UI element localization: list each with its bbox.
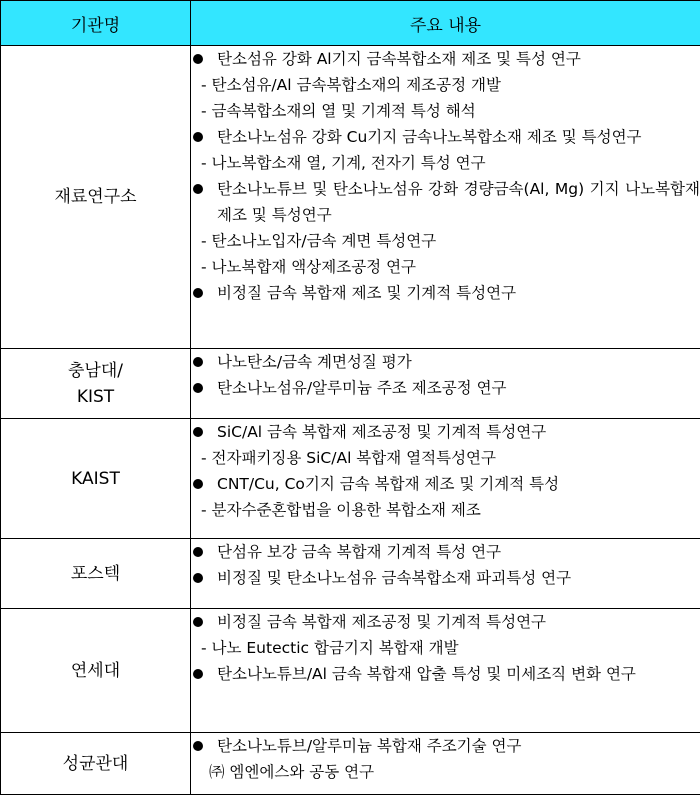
- research-content-cell: [191, 46, 700, 349]
- bullet-icon: [193, 617, 203, 627]
- table-row: [1, 609, 700, 733]
- sub-item: - 나노복합소재 열, 기계, 전자기 특성 연구: [201, 154, 486, 172]
- table-body: [1, 46, 700, 795]
- header-institution-name: 기관명: [1, 1, 191, 46]
- bullet-icon: [193, 669, 203, 679]
- bullet-item: [191, 471, 700, 497]
- bullet-text: 탄소나노튜브/알루미늄 복합재 주조기술 연구: [217, 737, 522, 755]
- bullet-text: 나노탄소/금속 계면성질 평가: [217, 353, 412, 371]
- bullet-icon: [193, 479, 203, 489]
- bullet-icon: [193, 357, 203, 367]
- institution-name-cell: 포스텍: [1, 539, 191, 609]
- bullet-icon: [193, 288, 203, 298]
- sub-item: - 전자패키징용 SiC/Al 복합재 열적특성연구: [201, 449, 496, 467]
- table-row: [1, 46, 700, 349]
- sub-item: - 탄소나노입자/금속 계면 특성연구: [201, 232, 437, 250]
- bullet-item: [191, 609, 700, 635]
- table-row: [1, 539, 700, 609]
- sub-item: - 나노복합재 액상제조공정 연구: [201, 258, 417, 276]
- bullet-text: 탄소나노섬유 강화 Cu기지 금속나노복합소재 제조 및 특성연구: [217, 128, 642, 146]
- sub-item: - 탄소섬유/Al 금속복합소재의 제조공정 개발: [201, 76, 501, 94]
- table-row: [1, 733, 700, 795]
- bullet-icon: [193, 427, 203, 437]
- sub-item: - 금속복합소재의 열 및 기계적 특성 해석: [201, 102, 476, 120]
- bullet-item: [191, 419, 700, 445]
- bullet-item: [191, 565, 700, 591]
- bullet-item: [191, 375, 700, 401]
- bullet-text: 비정질 금속 복합재 제조공정 및 기계적 특성연구: [217, 613, 547, 631]
- sub-item: - 분자수준혼합법을 이용한 복합소재 제조: [201, 501, 481, 519]
- research-content-cell: [191, 349, 700, 419]
- bullet-item: [191, 733, 700, 759]
- table-row: [1, 419, 700, 539]
- bullet-text: CNT/Cu, Co기지 금속 복합재 제조 및 기계적 특성: [217, 475, 560, 493]
- bullet-text: SiC/Al 금속 복합재 제조공정 및 기계적 특성연구: [217, 423, 547, 441]
- research-content-cell: [191, 733, 700, 795]
- bullet-text: 탄소섬유 강화 Al기지 금속복합소재 제조 및 특성 연구: [217, 50, 581, 68]
- header-main-content: 주요 내용: [191, 1, 700, 46]
- bullet-icon: [193, 573, 203, 583]
- bullet-item: [191, 280, 700, 306]
- bullet-item: [191, 46, 700, 72]
- bullet-item: [191, 124, 700, 150]
- institution-name-cell: 연세대: [1, 609, 191, 733]
- bullet-icon: [193, 184, 203, 194]
- bullet-text: 단섬유 보강 금속 복합재 기계적 특성 연구: [217, 543, 502, 561]
- institution-name-cell: 충남대/ KIST: [1, 349, 191, 419]
- institution-name-cell: 성균관대: [1, 733, 191, 795]
- bullet-item: [191, 661, 700, 687]
- bullet-item: [191, 176, 700, 228]
- bullet-icon: [193, 383, 203, 393]
- header-row: [1, 1, 700, 46]
- research-content-cell: [191, 419, 700, 539]
- institution-name-cell: KAIST: [1, 419, 191, 539]
- bullet-text: 탄소나노섬유/알루미늄 주조 제조공정 연구: [217, 379, 507, 397]
- bullet-text: 탄소나노튜브 및 탄소나노섬유 강화 경량금속(Al, Mg) 기지 나노복합재 제조 및 특성연구: [217, 180, 700, 224]
- bullet-icon: [193, 54, 203, 64]
- bullet-item: [191, 539, 700, 565]
- bullet-text: 비정질 및 탄소나노섬유 금속복합소재 파괴특성 연구: [217, 569, 572, 587]
- sub-item: - 나노 Eutectic 합금기지 복합재 개발: [201, 639, 459, 657]
- note-item: ㈜ 엠엔에스와 공동 연구: [209, 763, 375, 781]
- institution-name-cell: 재료연구소: [1, 46, 191, 349]
- table-row: [1, 349, 700, 419]
- bullet-icon: [193, 741, 203, 751]
- bullet-text: 탄소나노튜브/Al 금속 복합재 압출 특성 및 미세조직 변화 연구: [217, 665, 636, 683]
- bullet-icon: [193, 132, 203, 142]
- bullet-icon: [193, 547, 203, 557]
- bullet-item: [191, 349, 700, 375]
- research-content-cell: [191, 539, 700, 609]
- bullet-text: 비정질 금속 복합재 제조 및 기계적 특성연구: [217, 284, 517, 302]
- research-content-cell: [191, 609, 700, 733]
